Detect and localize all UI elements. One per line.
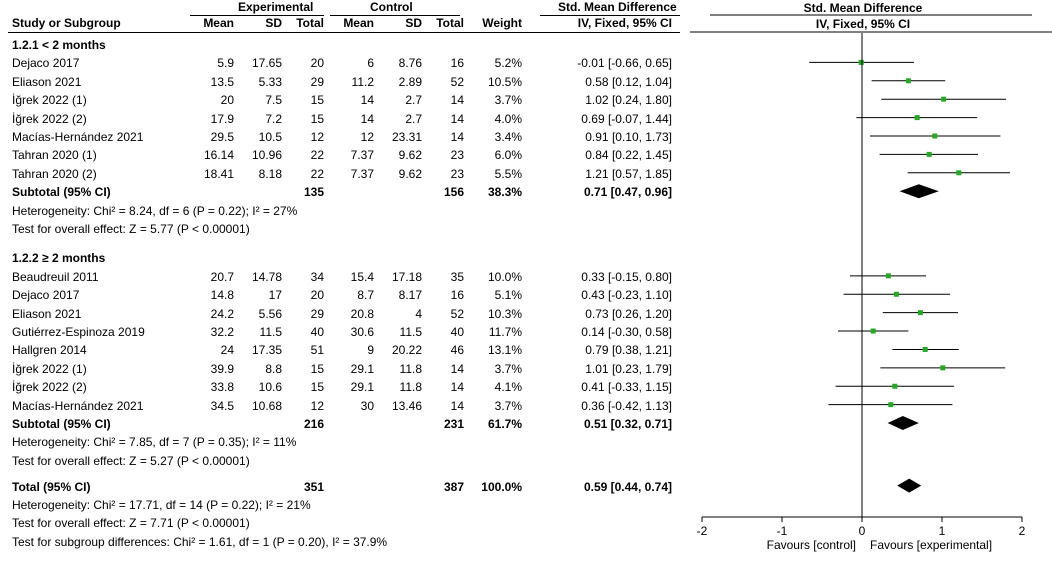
point-estimate <box>941 97 946 102</box>
study-sd-e: 10.68 <box>251 398 282 413</box>
study-name: Gutiérrez-Espinoza 2019 <box>12 325 145 340</box>
point-estimate <box>871 329 876 334</box>
study-weight: 3.7% <box>494 93 522 108</box>
study-weight: 10.5% <box>487 74 522 89</box>
study-total-e: 22 <box>310 148 324 163</box>
study-ci-text: 0.41 [-0.33, 1.15] <box>581 380 672 395</box>
subtotal-total-e: 216 <box>303 417 324 432</box>
forest-plot <box>690 0 1052 578</box>
study-ci-text: 1.01 [0.23, 1.79] <box>585 361 672 376</box>
method-right-header: IV, Fixed, 95% CI <box>815 17 911 31</box>
study-mean-e: 24 <box>220 343 234 358</box>
study-weight: 11.7% <box>488 325 522 340</box>
study-total-e: 12 <box>310 398 324 413</box>
study-ci-text: 0.69 [-0.07, 1.44] <box>581 111 672 126</box>
study-total-c: 23 <box>450 166 464 181</box>
study-ci-text: 0.73 [0.26, 1.20] <box>585 306 672 321</box>
study-mean-e: 13.5 <box>210 74 234 89</box>
point-estimate <box>906 78 911 83</box>
total-ci: 0.59 [0.44, 0.74] <box>583 479 672 494</box>
study-mean-c: 12 <box>360 130 374 144</box>
study-mean-c: 14 <box>360 111 374 126</box>
experimental-header: Experimental <box>238 0 314 14</box>
study-weight: 3.7% <box>494 398 522 413</box>
study-mean-c: 7.37 <box>350 166 374 181</box>
study-name: İğrek 2022 (1) <box>12 361 87 376</box>
study-total-e: 29 <box>310 306 324 321</box>
study-total-e: 29 <box>310 74 324 89</box>
study-ci-text: 0.43 [-0.23, 1.10] <box>581 288 672 303</box>
study-header: Study or Subgroup <box>12 16 121 30</box>
point-estimate <box>923 347 928 352</box>
study-sd-c: 9.62 <box>398 148 422 163</box>
study-sd-c: 11.8 <box>399 380 422 395</box>
footer-text: Heterogeneity: Chi² = 17.71, df = 14 (P = 0.22); I² = 21% <box>12 498 311 512</box>
total-c-header: Total <box>436 16 464 30</box>
study-weight: 10.3% <box>487 306 522 321</box>
subgroup-title: 1.2.1 < 2 months <box>12 38 106 52</box>
total-e-header: Total <box>296 16 324 30</box>
study-total-e: 20 <box>310 56 324 71</box>
heterogeneity-text: Heterogeneity: Chi² = 7.85, df = 7 (P = 0.35); I² = 11% <box>12 435 297 450</box>
study-mean-c: 14 <box>360 93 374 108</box>
study-total-e: 12 <box>310 130 324 144</box>
study-total-e: 22 <box>310 166 324 181</box>
study-mean-c: 7.37 <box>350 148 374 163</box>
study-weight: 3.7% <box>494 361 522 376</box>
study-sd-e: 5.56 <box>258 306 282 321</box>
heterogeneity-text: Heterogeneity: Chi² = 8.24, df = 6 (P = 0.22); I² = 27% <box>12 203 298 218</box>
total-label: Total (95% CI) <box>12 479 91 494</box>
study-name: Macías-Hernández 2021 <box>12 398 144 413</box>
x-tick-label: -1 <box>776 524 788 538</box>
study-weight: 3.4% <box>494 130 522 144</box>
footer-text: Test for subgroup differences: Chi² = 1.61, df = 1 (P = 0.20), I² = 37.9% <box>12 534 388 549</box>
study-sd-c: 11.5 <box>399 325 422 340</box>
subgroup-title: 1.2.2 ≥ 2 months <box>12 251 106 266</box>
study-sd-c: 13.46 <box>391 398 422 413</box>
study-mean-e: 39.9 <box>210 361 234 376</box>
point-estimate <box>932 134 937 139</box>
study-name: İğrek 2022 (2) <box>12 111 87 126</box>
sd-e-header: SD <box>265 16 282 30</box>
study-total-e: 15 <box>310 111 324 126</box>
study-total-c: 35 <box>450 269 464 284</box>
study-total-e: 15 <box>310 93 324 108</box>
point-estimate <box>918 310 923 315</box>
point-estimate <box>888 402 893 407</box>
study-weight: 13.1% <box>487 343 522 358</box>
study-mean-e: 14.8 <box>210 288 234 303</box>
subtotal-total-e: 135 <box>303 185 324 200</box>
study-total-c: 40 <box>450 325 464 340</box>
study-name: Tahran 2020 (2) <box>12 166 97 181</box>
study-ci-text: 1.21 [0.57, 1.85] <box>585 166 672 181</box>
study-sd-e: 5.33 <box>258 74 282 89</box>
pooled-diamond <box>888 416 919 430</box>
study-sd-e: 7.2 <box>265 111 282 126</box>
study-sd-e: 17.35 <box>251 343 282 358</box>
study-sd-c: 2.89 <box>398 74 422 89</box>
study-total-c: 16 <box>450 56 464 71</box>
study-sd-c: 8.17 <box>398 288 422 303</box>
study-total-c: 52 <box>450 306 464 321</box>
study-sd-c: 2.7 <box>405 93 422 108</box>
study-name: İğrek 2022 (1) <box>12 93 87 108</box>
study-sd-c: 8.76 <box>398 56 422 71</box>
overall-effect-text: Test for overall effect: Z = 5.27 (P < 0.00001) <box>12 453 250 468</box>
study-weight: 6.0% <box>494 148 522 163</box>
favours-control-label: Favours [control] <box>766 538 856 552</box>
study-mean-e: 24.2 <box>210 306 234 321</box>
study-mean-e: 34.5 <box>210 398 234 413</box>
x-tick-label: -2 <box>696 524 708 538</box>
header-underline <box>8 32 680 33</box>
study-weight: 4.0% <box>494 111 522 126</box>
point-estimate <box>915 115 920 120</box>
point-estimate <box>859 60 864 65</box>
study-mean-c: 29.1 <box>350 361 374 376</box>
study-ci-text: 0.58 [0.12, 1.04] <box>585 74 672 89</box>
study-name: Eliason 2021 <box>12 74 82 89</box>
pooled-diamond <box>900 184 939 198</box>
weight-header: Weight <box>482 16 522 30</box>
total-total-e: 351 <box>303 479 324 494</box>
study-name: İğrek 2022 (2) <box>12 380 87 395</box>
total-weight: 100.0% <box>481 479 522 494</box>
x-tick-label: 0 <box>858 524 866 538</box>
mean-c-header: Mean <box>343 16 374 30</box>
sd-c-header: SD <box>405 16 422 30</box>
mean-e-header: Mean <box>203 16 234 30</box>
study-mean-e: 5.9 <box>217 56 234 71</box>
study-sd-e: 11.5 <box>259 325 282 340</box>
study-mean-e: 20.7 <box>210 269 234 284</box>
study-sd-e: 17 <box>268 288 282 303</box>
study-mean-e: 32.2 <box>210 325 234 340</box>
study-ci-text: 0.84 [0.22, 1.45] <box>585 148 672 163</box>
method-left-header: IV, Fixed, 95% CI <box>577 16 672 30</box>
study-total-c: 14 <box>450 93 464 108</box>
study-mean-c: 11.2 <box>351 74 374 89</box>
study-mean-c: 6 <box>367 56 374 71</box>
study-mean-c: 15.4 <box>350 269 374 284</box>
total-total-c: 387 <box>443 479 464 494</box>
subtotal-label: Subtotal (95% CI) <box>12 417 111 432</box>
study-total-c: 46 <box>450 343 464 358</box>
study-total-c: 16 <box>450 288 464 303</box>
study-total-c: 52 <box>450 74 464 89</box>
subtotal-weight: 38.3% <box>487 185 522 200</box>
point-estimate <box>894 292 899 297</box>
study-sd-c: 9.62 <box>398 166 422 181</box>
study-weight: 5.2% <box>494 56 522 71</box>
x-tick-label: 1 <box>938 524 946 538</box>
study-total-e: 51 <box>310 343 324 358</box>
favours-experimental-label: Favours [experimental] <box>870 538 993 552</box>
study-ci-text: 0.36 [-0.42, 1.13] <box>581 398 672 413</box>
study-mean-c: 30.6 <box>350 325 374 340</box>
study-total-c: 14 <box>450 398 464 413</box>
study-name: Beaudreuil 2011 <box>12 269 99 284</box>
study-mean-c: 29.1 <box>350 380 374 395</box>
control-header: Control <box>370 0 413 14</box>
study-sd-e: 14.78 <box>251 269 282 284</box>
overall-effect-text: Test for overall effect: Z = 5.77 (P < 0.00001) <box>12 222 250 236</box>
footer-text: Test for overall effect: Z = 7.71 (P < 0.00001) <box>12 516 250 531</box>
study-mean-c: 9 <box>367 343 374 358</box>
study-sd-c: 4 <box>415 306 422 321</box>
study-sd-e: 10.6 <box>258 380 282 395</box>
point-estimate <box>892 384 897 389</box>
study-mean-c: 20.8 <box>350 306 374 321</box>
study-name: Dejaco 2017 <box>12 288 80 303</box>
plot-layer <box>697 33 1026 552</box>
subtotal-ci: 0.71 [0.47, 0.96] <box>583 185 672 200</box>
study-mean-e: 33.8 <box>210 380 234 395</box>
study-total-c: 14 <box>450 111 464 126</box>
point-estimate <box>940 365 945 370</box>
study-mean-e: 17.9 <box>210 111 234 126</box>
smd-right-header: Std. Mean Difference <box>803 1 923 15</box>
study-total-e: 15 <box>310 361 324 376</box>
study-ci-text: 0.79 [0.38, 1.21] <box>585 343 672 358</box>
study-sd-c: 23.31 <box>391 130 422 144</box>
study-ci-text: 1.02 [0.24, 1.80] <box>585 93 672 108</box>
study-name: Dejaco 2017 <box>12 56 80 71</box>
study-weight: 5.5% <box>494 166 522 181</box>
study-mean-c: 30 <box>360 398 374 413</box>
study-mean-e: 29.5 <box>210 130 234 144</box>
study-sd-e: 8.18 <box>258 166 282 181</box>
study-name: Tahran 2020 (1) <box>12 148 97 163</box>
study-total-e: 20 <box>310 288 324 303</box>
study-ci-text: -0.01 [-0.66, 0.65] <box>577 56 672 71</box>
point-estimate <box>927 152 932 157</box>
study-sd-c: 11.8 <box>399 361 422 376</box>
pooled-diamond <box>897 479 921 493</box>
study-weight: 5.1% <box>494 288 522 303</box>
study-sd-c: 20.22 <box>391 343 422 358</box>
study-sd-e: 10.5 <box>258 130 282 144</box>
point-estimate <box>886 273 891 278</box>
study-mean-c: 8.7 <box>357 288 374 303</box>
study-total-c: 23 <box>450 148 464 163</box>
study-total-e: 15 <box>310 380 324 395</box>
study-sd-e: 17.65 <box>251 56 282 71</box>
study-mean-e: 18.41 <box>203 166 234 181</box>
study-name: Macías-Hernández 2021 <box>12 130 144 144</box>
study-mean-e: 16.14 <box>203 148 234 163</box>
study-ci-text: 0.14 [-0.30, 0.58] <box>581 325 672 340</box>
study-total-c: 14 <box>450 361 464 376</box>
study-sd-c: 2.7 <box>405 111 422 126</box>
subtotal-ci: 0.51 [0.32, 0.71] <box>583 417 672 432</box>
study-total-e: 34 <box>310 269 324 284</box>
smd-left-header: Std. Mean Difference <box>558 0 677 14</box>
study-weight: 4.1% <box>494 380 522 395</box>
study-sd-e: 10.96 <box>251 148 282 163</box>
study-mean-e: 20 <box>220 93 234 108</box>
study-name: Eliason 2021 <box>12 306 82 321</box>
point-estimate <box>956 170 961 175</box>
study-sd-c: 17.18 <box>391 269 422 284</box>
study-total-e: 40 <box>310 325 324 340</box>
subtotal-total-c: 231 <box>443 417 464 432</box>
study-weight: 10.0% <box>487 269 522 284</box>
study-name: Hallgren 2014 <box>12 343 87 358</box>
study-ci-text: 0.33 [-0.15, 0.80] <box>581 269 672 284</box>
subtotal-label: Subtotal (95% CI) <box>12 185 111 200</box>
x-tick-label: 2 <box>1018 524 1026 538</box>
study-total-c: 14 <box>450 130 464 144</box>
subtotal-total-c: 156 <box>443 185 464 200</box>
study-sd-e: 8.8 <box>265 361 282 376</box>
subtotal-weight: 61.7% <box>487 417 522 432</box>
study-sd-e: 7.5 <box>265 93 282 108</box>
study-ci-text: 0.91 [0.10, 1.73] <box>585 130 672 144</box>
study-total-c: 14 <box>450 380 464 395</box>
